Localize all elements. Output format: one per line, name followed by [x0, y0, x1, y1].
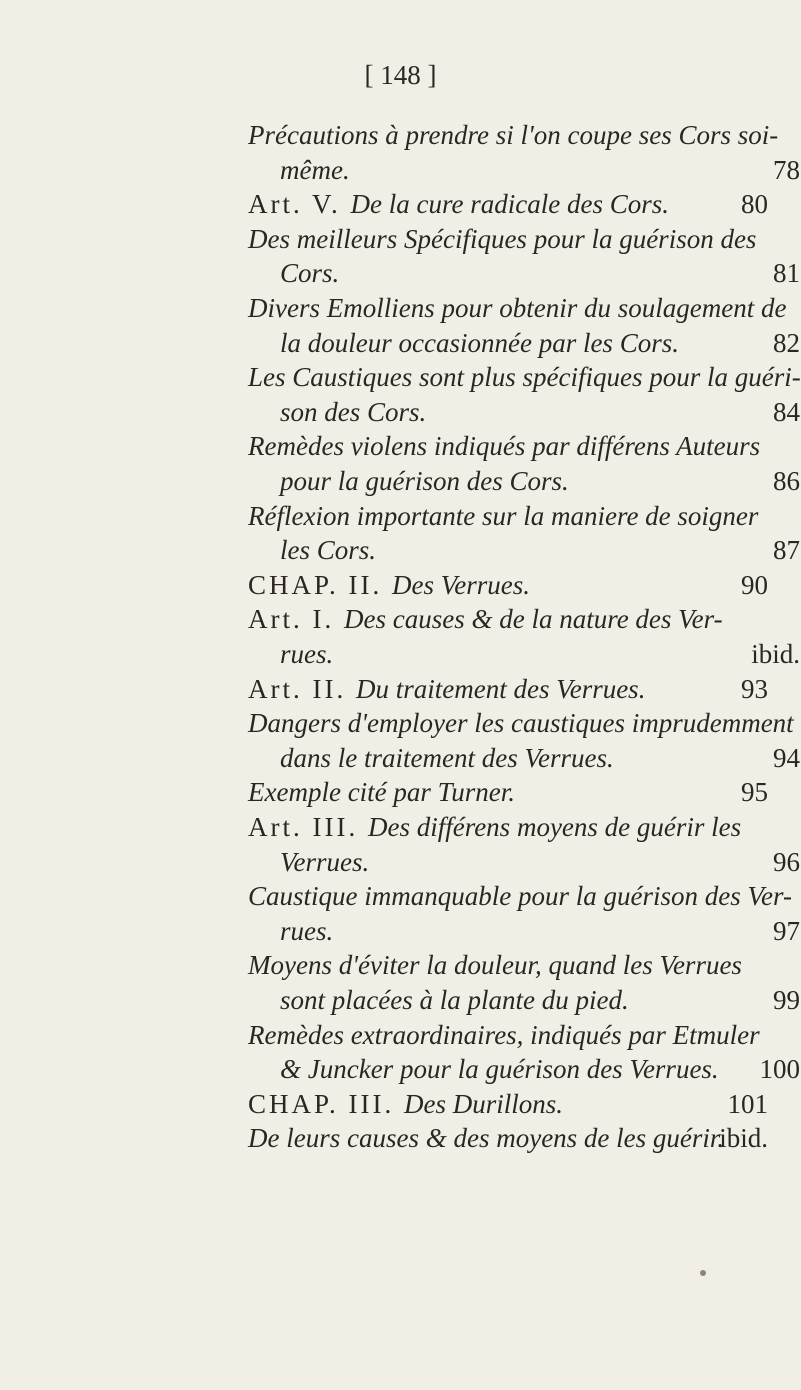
- toc-entry-line: [248, 118, 779, 152]
- toc-entry-title: Moyens d'éviter la douleur, quand les Verrues: [248, 950, 742, 981]
- toc-entry-line: [248, 1121, 768, 1155]
- toc-entry-line: [280, 153, 800, 187]
- toc-entry-line: [248, 948, 768, 982]
- toc-entry-title: Des meilleurs Spécifiques pour la guérison des: [248, 223, 757, 254]
- toc-entry-title: De leurs causes & des moyens de les guérir.: [248, 1123, 725, 1154]
- toc-entry-line: [280, 914, 800, 948]
- toc-entry-title: Caustique immanquable pour la guérison des Ver-: [248, 881, 792, 912]
- toc-page-number: ibid.: [719, 1123, 768, 1154]
- toc-entry-title: & Juncker pour la guérison des Verrues.: [280, 1054, 719, 1085]
- toc-entry-prefix: Art. III.: [248, 812, 368, 842]
- toc-entry-prefix: Art. V.: [248, 189, 351, 220]
- toc-entry-line: [248, 291, 787, 325]
- toc-entry-line: [248, 706, 794, 740]
- toc-entry-line: [280, 464, 800, 498]
- page-number-header: [ 148 ]: [364, 60, 437, 90]
- toc-entry-title: Remèdes extraordinaires, indiqués par Etmuler: [248, 1019, 760, 1050]
- toc-page-number: 93: [741, 673, 768, 704]
- toc-entry-line: [248, 187, 768, 221]
- toc-entry-line: [248, 1087, 768, 1121]
- toc-entry-line: [248, 775, 768, 809]
- toc-page-number: 82: [773, 327, 800, 358]
- toc-entry-title: dans le traitement des Verrues.: [280, 742, 614, 773]
- toc-entry-line: [248, 602, 768, 636]
- toc-entry-title: Des causes & de la nature des Ver-: [343, 604, 723, 635]
- toc-entry-title: Cors.: [280, 258, 340, 289]
- toc-entry-line: [280, 256, 800, 290]
- toc-entry-line: [280, 533, 800, 567]
- toc-entry-title: les Cors.: [280, 535, 377, 566]
- toc-entry-line: [248, 879, 792, 913]
- toc-entry-line: [248, 360, 801, 394]
- toc-page-number: 95: [741, 777, 768, 808]
- toc-entry-title: son des Cors.: [280, 396, 427, 427]
- toc-entry-title: Des différens moyens de guérir les: [367, 812, 742, 842]
- toc-entry-title: Des Durillons.: [404, 1088, 564, 1119]
- toc-entry-prefix: CHAP. III.: [248, 1088, 405, 1119]
- toc-page-number: 97: [773, 915, 800, 946]
- toc-entry-title: Verrues.: [280, 846, 370, 877]
- toc-entry-prefix: Art. II.: [248, 673, 356, 704]
- toc-entry-title: Remèdes violens indiqués par différens Auteurs: [248, 431, 761, 462]
- toc-page-number: 80: [741, 189, 768, 220]
- toc-entry-title: rues.: [280, 915, 334, 946]
- toc-page-number: 84: [773, 396, 800, 427]
- toc-entry-title: Précautions à prendre si l'on coupe ses Cors soi-: [248, 120, 779, 150]
- toc-entry-line: [280, 1052, 800, 1086]
- toc-page-number: 90: [741, 569, 768, 600]
- toc-entry-line: [280, 845, 800, 879]
- toc-entry-line: [248, 499, 768, 533]
- toc-entry-line: [280, 326, 800, 360]
- toc-entry-title: Des Verrues.: [392, 569, 530, 600]
- toc-entry-title: Les Caustiques sont plus spécifiques pour la guéri-: [248, 362, 801, 393]
- ink-speck: [700, 1270, 706, 1276]
- toc-entry-line: [280, 395, 800, 429]
- toc-entry-line: [248, 429, 768, 463]
- toc-entry-title: sont placées à la plante du pied.: [280, 985, 629, 1015]
- toc-page-number: 100: [759, 1054, 800, 1085]
- toc-entry-title: Exemple cité par Turner.: [248, 777, 515, 808]
- toc-entry-title: Dangers d'employer les caustiques imprudemment: [248, 708, 794, 739]
- toc-page-number: 87: [773, 535, 800, 566]
- toc-entry-line: [248, 568, 768, 602]
- toc-page-number: 94: [773, 742, 800, 773]
- toc-entry-line: [248, 1018, 768, 1052]
- toc-entry-title: la douleur occasionnée par les Cors.: [280, 327, 679, 358]
- toc-entry-prefix: Art. I.: [248, 604, 344, 635]
- toc-entry-line: [248, 810, 768, 844]
- toc-entry-title: pour la guérison des Cors.: [280, 466, 569, 496]
- toc-page-number: 101: [727, 1088, 768, 1119]
- toc-entry-title: même.: [280, 154, 350, 185]
- toc-entry-line: [280, 741, 800, 775]
- toc-entry-title: rues.: [280, 639, 334, 669]
- toc-entry-line: [248, 672, 768, 706]
- toc-page-number: 78: [773, 154, 800, 185]
- toc-entry-title: Réflexion importante sur la maniere de soigner: [248, 500, 759, 531]
- toc-entry-line: [280, 637, 800, 671]
- toc-page-number: 99: [773, 985, 800, 1015]
- toc-page-number: 96: [773, 846, 800, 877]
- toc-entry-line: [280, 983, 800, 1017]
- toc-entry-title: Du traitement des Verrues.: [355, 673, 646, 704]
- toc-entry-title: De la cure radicale des Cors.: [350, 189, 669, 220]
- toc-page-number: 81: [773, 258, 800, 289]
- toc-page-number: ibid.: [751, 639, 800, 669]
- toc-entry-prefix: CHAP. II.: [248, 569, 393, 600]
- toc-page-number: 86: [773, 466, 800, 496]
- toc-entry-title: Divers Emolliens pour obtenir du soulagement de: [248, 293, 787, 323]
- toc-entry-line: [248, 222, 768, 256]
